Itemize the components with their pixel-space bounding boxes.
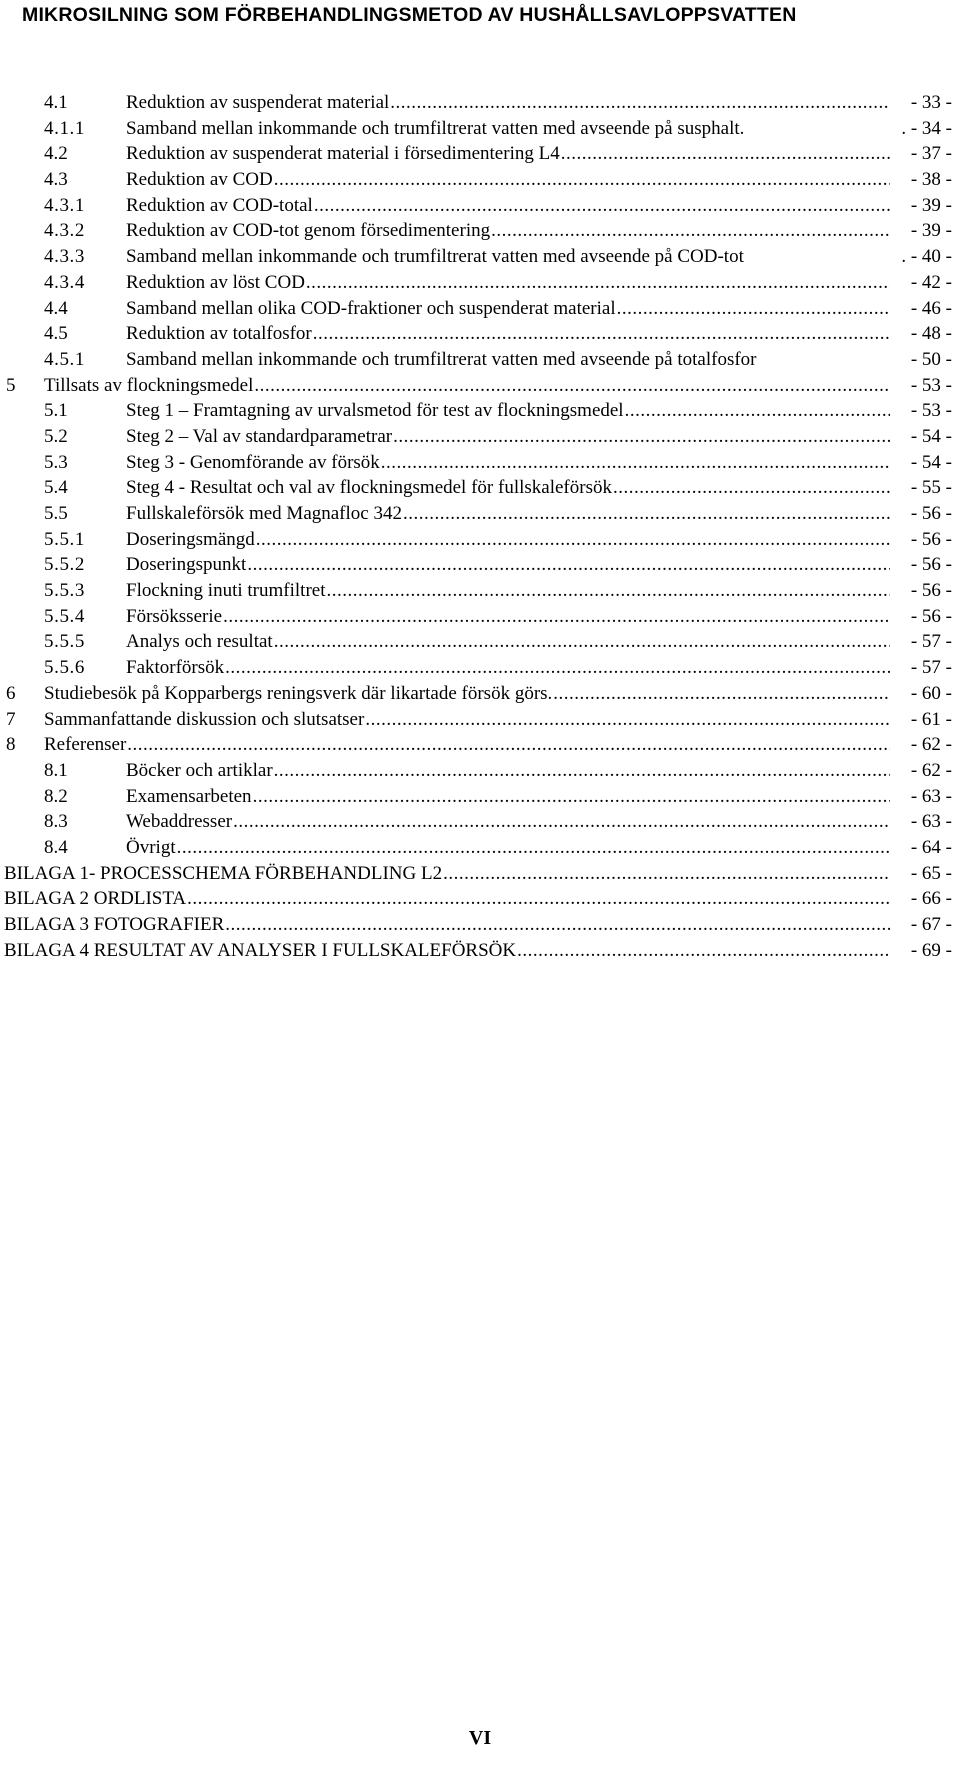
toc-entry-number: 5.1 [44,400,68,422]
toc-entry-page: - 57 - [910,657,952,679]
toc-entry-page: - 63 - [910,785,952,807]
toc-entry-number: 5.5.4 [44,605,85,627]
toc-entry[interactable] [0,475,960,501]
toc-dot-leader [254,373,890,399]
toc-entry-page: - 50 - [910,348,952,370]
toc-entry-title: Sammanfattande diskussion och slutsatser [44,708,365,730]
toc-dot-leader [613,475,890,501]
toc-dot-leader [253,784,890,810]
toc-entry[interactable] [0,218,960,244]
toc-entry[interactable] [0,424,960,450]
toc-entry-number: 4.5 [44,323,68,345]
toc-entry-page: - 55 - [910,477,952,499]
toc-dot-leader [274,758,890,784]
toc-entry[interactable] [0,270,960,296]
toc-dot-leader [225,912,890,938]
toc-entry[interactable] [0,90,960,116]
toc-entry[interactable] [0,886,960,912]
toc-entry-title: Steg 1 – Framtagning av urvalsmetod för test av flockningsmedel [126,400,624,422]
toc-entry[interactable] [0,604,960,630]
toc-dot-leader [625,398,890,424]
toc-entry[interactable] [0,398,960,424]
toc-entry[interactable] [0,629,960,655]
toc-dot-leader [127,732,890,758]
toc-entry-title: Steg 4 - Resultat och val av flockningsmedel för fullskaleförsök [126,477,612,499]
toc-entry-number: 4.1 [44,92,68,113]
toc-entry-page: - 48 - [910,323,952,345]
toc-dot-leader [256,527,890,553]
toc-entry[interactable] [0,347,960,373]
toc-entry[interactable] [0,450,960,476]
toc-dot-leader [393,424,890,450]
toc-entry-title: Fullskaleförsök med Magnafloc 342 [126,503,402,524]
toc-entry-number: 8 [6,734,16,756]
toc-dot-leader [326,578,890,604]
toc-entry-page: - 56 - [910,554,952,576]
toc-entry-page: - 38 - [910,169,952,191]
toc-entry-page: - 64 - [910,836,952,858]
toc-entry-title: Reduktion av COD-tot genom försedimentering [126,220,491,242]
toc-entry-title: Referenser [44,734,127,756]
toc-dot-leader [187,886,890,912]
toc-entry-number: 4.3.2 [44,220,85,242]
toc-entry[interactable] [0,784,960,810]
toc-dot-leader [365,707,890,733]
toc-entry-title: Samband mellan inkommande och trumfiltrerat vatten med avseende på COD-tot [126,246,744,268]
toc-dot-leader [390,90,890,116]
toc-entry[interactable] [0,244,960,270]
toc-entry-title: Studiebesök på Kopparbergs reningsverk där likartade försök görs. [44,682,553,704]
toc-entry-title: Steg 2 – Val av standardparametrar [126,425,393,447]
toc-entry-page: - 56 - [910,528,952,550]
toc-entry-number: 5.5.1 [44,528,85,550]
toc-entry-page: - 46 - [910,297,952,319]
toc-entry[interactable] [0,912,960,938]
toc-entry-page: - 61 - [910,708,952,730]
toc-dot-leader [403,501,890,527]
toc-entry-page: - 63 - [910,811,952,833]
toc-entry-title: BILAGA 3 FOTOGRAFIER [4,914,225,935]
toc-dot-leader [314,193,890,219]
toc-entry-page: - 56 - [910,503,952,524]
toc-entry[interactable] [0,758,960,784]
toc-entry[interactable] [0,578,960,604]
toc-entry-title: Faktorförsök [126,657,225,679]
toc-entry-title: Övrigt [126,836,176,858]
toc-entry-number: 5.5.6 [44,657,85,679]
toc-entry-number: 4.3.1 [44,194,85,216]
toc-entry-title: Webaddresser [126,811,233,833]
toc-dot-leader [617,296,890,322]
toc-entry-number: 7 [6,708,16,730]
toc-entry[interactable] [0,655,960,681]
toc-entry-page: - 57 - [910,631,952,653]
toc-entry-page: - 62 - [910,759,952,781]
toc-dot-leader [306,270,890,296]
toc-entry-number: 5.3 [44,451,68,473]
toc-entry-title: Samband mellan inkommande och trumfiltrerat vatten med avseende på totalfosfor [126,348,757,370]
document-header: MIKROSILNING SOM FÖRBEHANDLINGSMETOD AV HUSHÅLLSAVLOPPSVATTEN [22,4,797,26]
toc-entry-title: Böcker och artiklar [126,759,273,781]
toc-entry-number: 5.5 [44,503,68,524]
toc-entry-page: - 53 - [910,374,952,396]
toc-entry-number: 4.3.3 [44,246,85,268]
toc-entry[interactable] [0,167,960,193]
toc-entry-title: Reduktion av suspenderat material [126,92,390,113]
toc-entry-title: Doseringspunkt [126,554,247,576]
toc-entry-number: 5.5.5 [44,631,85,653]
toc-entry-page: - 33 - [910,92,952,113]
toc-dot-leader [381,450,890,476]
toc-entry-page: - 53 - [910,400,952,422]
toc-dot-leader [247,552,890,578]
toc-entry-title: Doseringsmängd [126,528,255,550]
toc-entry-page: - 65 - [910,862,952,884]
toc-entry-page: . - 40 - [901,246,952,268]
toc-entry-page: - 39 - [910,194,952,216]
toc-dot-leader [553,681,890,707]
toc-entry-title: Reduktion av suspenderat material i försedimentering L4 [126,143,560,165]
toc-entry-number: 5.4 [44,477,68,499]
toc-entry-page: - 69 - [910,939,952,961]
toc-entry[interactable] [0,809,960,835]
toc-entry-title: Steg 3 - Genomförande av försök [126,451,380,473]
toc-entry-title: Examensarbeten [126,785,252,807]
toc-entry[interactable] [0,501,960,527]
toc-dot-leader [274,629,890,655]
toc-entry-number: 5.2 [44,425,68,447]
toc-entry[interactable] [0,193,960,219]
toc-entry-title: BILAGA 4 RESULTAT AV ANALYSER I FULLSKALEFÖRSÖK [4,939,517,961]
toc-dot-leader [274,167,890,193]
toc-entry-page: - 56 - [910,605,952,627]
toc-entry-page: . - 34 - [901,117,952,139]
page-number: VI [468,1727,492,1749]
toc-entry-title: Analys och resultat [126,631,273,653]
toc-entry-number: 4.3 [44,169,68,191]
toc-entry-title: Reduktion av löst COD [126,271,305,293]
toc-entry-title: Samband mellan inkommande och trumfiltrerat vatten med avseende på susphalt. [126,117,745,139]
toc-entry-page: - 67 - [910,914,952,935]
toc-entry-title: Samband mellan olika COD-fraktioner och suspenderat material [126,297,616,319]
toc-entry[interactable] [0,552,960,578]
toc-entry-title: BILAGA 1- PROCESSCHEMA FÖRBEHANDLING L2 [4,862,443,884]
toc-entry-page: - 39 - [910,220,952,242]
toc-entry-number: 4.1.1 [44,117,85,139]
toc-dot-leader [177,835,890,861]
toc-entry-title: BILAGA 2 ORDLISTA [4,888,187,910]
toc-entry[interactable] [0,296,960,322]
toc-entry-title: Reduktion av COD [126,169,273,191]
toc-entry-number: 4.4 [44,297,68,319]
toc-dot-leader [561,141,890,167]
toc-entry[interactable] [0,681,960,707]
toc-entry[interactable] [0,527,960,553]
toc-entry[interactable] [0,732,960,758]
toc-entry-title: Reduktion av totalfosfor [126,323,312,345]
toc-entry-number: 5 [6,374,16,396]
toc-entry-page: - 54 - [910,451,952,473]
toc-entry[interactable] [0,373,960,399]
toc-entry[interactable] [0,141,960,167]
toc-entry-page: - 56 - [910,580,952,602]
toc-entry-number: 8.4 [44,836,68,858]
toc-entry[interactable] [0,861,960,887]
toc-entry-number: 5.5.3 [44,580,85,602]
toc-entry[interactable] [0,707,960,733]
toc-entry-page: - 54 - [910,425,952,447]
toc-entry-title: Reduktion av COD-total [126,194,313,216]
toc-dot-leader [223,604,890,630]
toc-entry[interactable] [0,835,960,861]
toc-entry-number: 8.3 [44,811,68,833]
toc-entry-number: 5.5.2 [44,554,85,576]
toc-dot-leader [517,938,890,964]
toc-entry-page: - 62 - [910,734,952,756]
toc-dot-leader [313,321,890,347]
toc-entry-title: Försöksserie [126,605,223,627]
toc-dot-leader [225,655,890,681]
toc-entry-number: 6 [6,682,16,704]
toc-entry-page: - 60 - [910,682,952,704]
toc-entry[interactable] [0,321,960,347]
toc-entry-number: 8.1 [44,759,68,781]
toc-dot-leader [443,861,890,887]
toc-entry-number: 4.3.4 [44,271,85,293]
toc-entry-page: - 66 - [910,888,952,910]
toc-entry-number: 8.2 [44,785,68,807]
toc-entry-title: Tillsats av flockningsmedel [44,374,254,396]
toc-entry-page: - 42 - [910,271,952,293]
toc-dot-leader [491,218,890,244]
toc-entry-page: - 37 - [910,143,952,165]
toc-entry-number: 4.5.1 [44,348,85,370]
toc-dot-leader [233,809,890,835]
toc-entry-title: Flockning inuti trumfiltret [126,580,326,602]
table-of-contents [0,90,960,963]
toc-entry-number: 4.2 [44,143,68,165]
toc-entry[interactable] [0,116,960,142]
toc-entry[interactable] [0,938,960,964]
